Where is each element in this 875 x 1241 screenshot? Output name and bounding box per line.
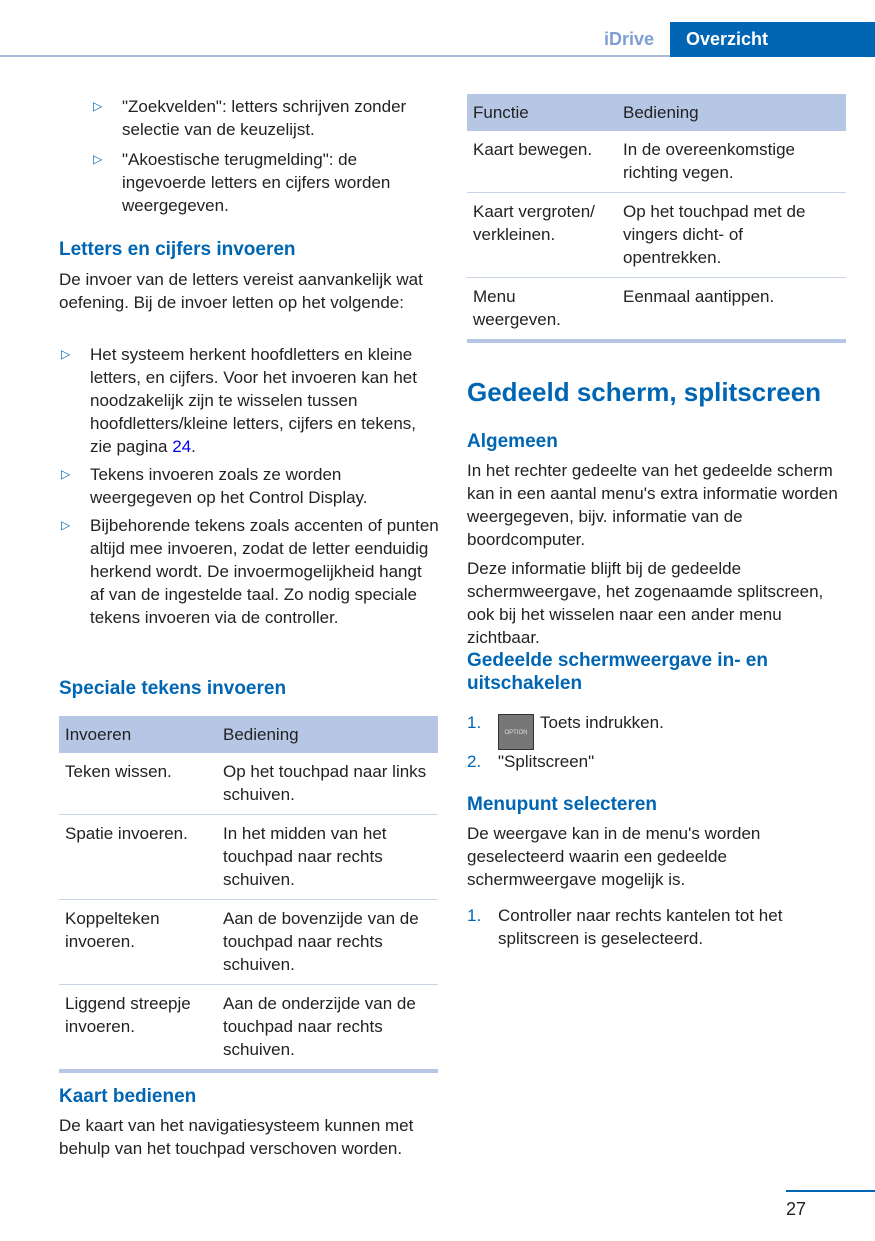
paragraph-general-2: Deze informatie blijft bij de gedeelde schermweergave, het zogenaamde splitscreen, ook bij het wisselen naar een ander menu zichtbaar. [467, 559, 824, 647]
letters-bullets [59, 343, 439, 629]
cell: Liggend streepje invoeren. [59, 985, 217, 1072]
cell: Aan de onderzijde van de touchpad naar rechts schuiven. [217, 985, 438, 1072]
heading-general: Algemeen [467, 431, 558, 452]
step-item [467, 703, 847, 750]
table-row [467, 278, 846, 342]
map-table [467, 94, 847, 343]
bullet-text: Het systeem herkent hoofdletters en kleine letters, en cijfers. Voor het invoeren kan het noodzakelijk zijn te wisselen tussen hoofdletters/kleine letters, cijfers en tekens, zie pagina [90, 345, 417, 456]
step-item [467, 750, 847, 773]
step-text: "Splitscreen" [498, 752, 595, 771]
cell: Op het touchpad met de vingers dicht- of opentrekken. [617, 193, 846, 278]
top-bullets [59, 95, 439, 217]
cell: Aan de bovenzijde van de touchpad naar rechts schuiven. [217, 900, 438, 985]
cell: In het midden van het touchpad naar rechts schuiven. [217, 815, 438, 900]
column-header: Bediening [217, 716, 438, 753]
header-tab: Overzicht [670, 22, 875, 57]
table-row [467, 193, 846, 278]
cell: Spatie invoeren. [59, 815, 217, 900]
step-text: Toets indrukken. [540, 713, 664, 732]
table-row [467, 131, 846, 193]
special-chars-table [59, 716, 439, 1073]
column-header: Bediening [617, 94, 846, 131]
bullet-text-end: . [191, 437, 196, 456]
step-text: Controller naar rechts kantelen tot het splitscreen is geselecteerd. [498, 906, 783, 948]
toggle-steps [467, 703, 847, 773]
header-rule [0, 55, 670, 57]
bullet-item: ▷ Bijbehorende tekens zoals accenten of punten altijd mee invoeren, zodat de letter eenduidig herkend wordt. De invoermogelijkheid hangt af van de ingestelde taal. Zo nodig speciale tekens invoeren via de controller. [59, 514, 439, 629]
heading-menu: Menupunt selecteren [467, 794, 658, 815]
header-section: iDrive [604, 29, 655, 49]
paragraph-letters: De invoer van de letters vereist aanvankelijk wat oefening. Bij de invoer letten op het volgende: [59, 270, 423, 312]
table-row [59, 753, 438, 815]
table-header [467, 94, 846, 131]
step-item [467, 904, 847, 950]
heading-letters: Letters en cijfers invoeren [59, 239, 296, 260]
bullet-item: ▷ "Zoekvelden": letters schrijven zonder selectie van de keuzelijst. [91, 95, 439, 141]
page-link[interactable]: 24 [172, 437, 192, 456]
heading-map: Kaart bedienen [59, 1086, 197, 1107]
bullet-item [59, 343, 439, 458]
step-number: 1. [467, 906, 482, 925]
paragraph-map: De kaart van het navigatiesysteem kunnen met behulp van het touchpad verschoven worden. [59, 1116, 414, 1158]
paragraph-general-1: In het rechter gedeelte van het gedeelde scherm kan in een aantal menu's extra informatie worden weergegeven, bijv. informatie van de boordcomputer. [467, 461, 838, 549]
cell: Menu weergeven. [467, 278, 617, 342]
table-row [59, 900, 438, 985]
step-number: 2. [467, 752, 482, 771]
cell: Kaart vergroten/ verkleinen. [467, 193, 617, 278]
bullet-item: ▷ Tekens invoeren zoals ze worden weergegeven op het Control Display. [59, 463, 439, 509]
page-number-rule [786, 1190, 875, 1192]
page-number: 27 [786, 1199, 807, 1219]
cell: Kaart bewegen. [467, 131, 617, 193]
table-row [59, 815, 438, 900]
step-number: 1. [467, 713, 482, 732]
cell: Koppelteken invoeren. [59, 900, 217, 985]
cell: Op het touchpad naar links schuiven. [217, 753, 438, 815]
option-button-icon: OPTION [498, 714, 534, 750]
heading-toggle: Gedeelde schermweergave in- en uitschakelen [467, 650, 768, 694]
section-title: Gedeeld scherm, splitscreen [467, 377, 822, 407]
menu-steps [467, 904, 847, 950]
paragraph-menu: De weergave kan in de menu's worden geselecteerd waarin een gedeelde schermweergave mogelijk is. [467, 824, 761, 889]
column-header: Functie [467, 94, 617, 131]
bullet-item: ▷ "Akoestische terugmelding": de ingevoerde letters en cijfers worden weergegeven. [91, 148, 439, 217]
heading-special: Speciale tekens invoeren [59, 678, 287, 699]
cell: In de overeenkomstige richting vegen. [617, 131, 846, 193]
column-header: Invoeren [59, 716, 217, 753]
cell: Teken wissen. [59, 753, 217, 815]
cell: Eenmaal aantippen. [617, 278, 846, 342]
table-header [59, 716, 438, 753]
table-row [59, 985, 438, 1072]
